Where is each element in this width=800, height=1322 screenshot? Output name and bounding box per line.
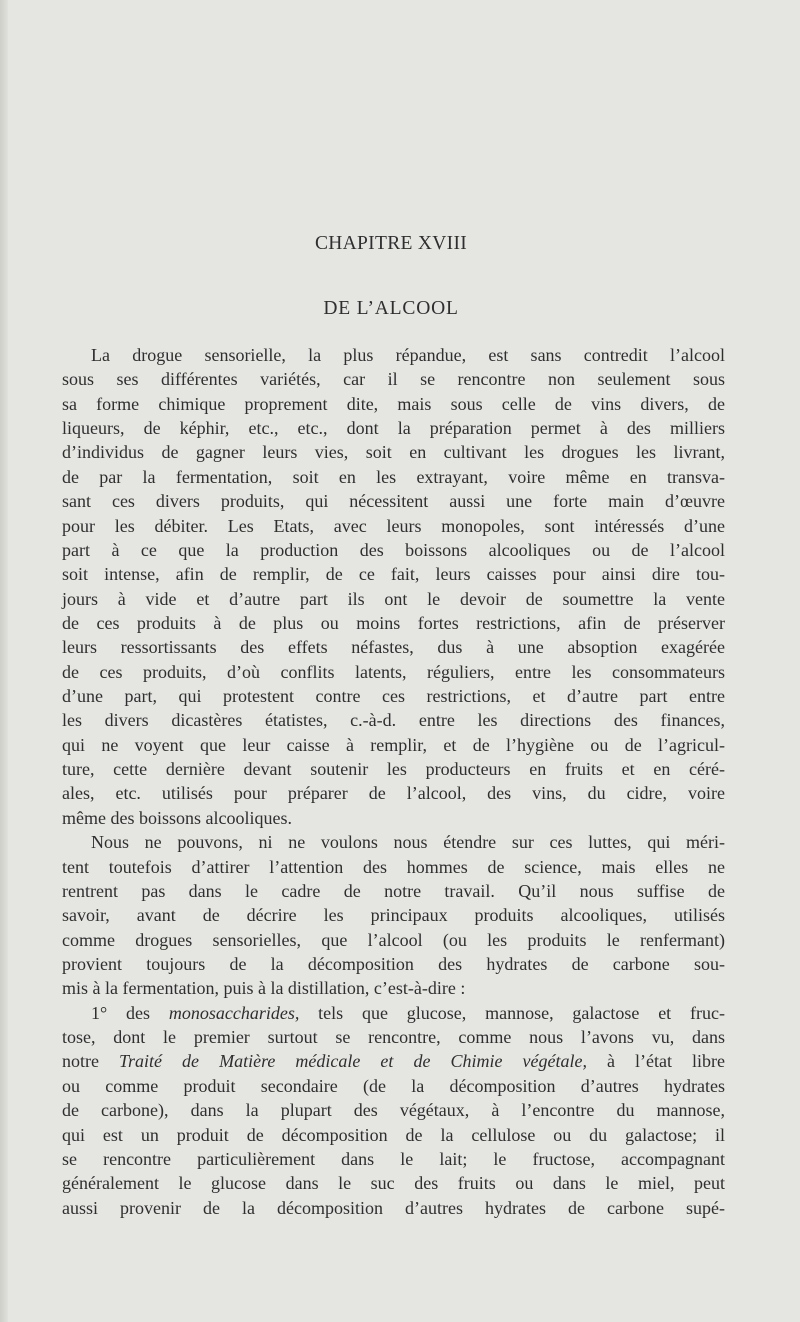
text-line: d’individus de gagner leurs vies, soit en cultivant les drogues les livrant, [62,442,725,463]
text-line: pour les débiter. Les Etats, avec leurs monopoles, sont intéressés d’une [62,515,725,536]
text-line: part à ce que la production des boissons alcooliques ou de l’alcool [62,539,725,560]
text-line: rentrent pas dans le cadre de notre travail. Qu’il nous suffise de [62,880,725,901]
text-line: sant ces divers produits, qui nécessitent aussi une forte main d’œuvre [62,491,725,512]
text-line: de ces produits, d’où conflits latents, réguliers, entre les consommateurs [62,661,725,682]
text-line: provient toujours de la décomposition des hydrates de carbone sou- [62,953,725,974]
text-line: de par la fermentation, soit en les extrayant, voire même en transva- [62,466,725,487]
text-line: savoir, avant de décrire les principaux produits alcooliques, utilisés [62,905,725,926]
text-line: ou comme produit secondaire (de la décomposition d’autres hydrates [62,1075,725,1096]
chapter-title: DE L’ALCOOL [323,298,459,319]
text-line: de carbone), dans la plupart des végétaux, à l’encontre du mannose, [62,1100,725,1121]
text-line: comme drogues sensorielles, que l’alcool (ou les produits le renfermant) [62,929,725,950]
text-line: liqueurs, de képhir, etc., etc., dont la préparation permet à des milliers [62,418,725,439]
text-line: soit intense, afin de remplir, de ce fait, leurs caisses pour ainsi dire tou- [62,564,725,585]
body-text [62,343,725,1220]
list-item-line [62,1001,725,1025]
text-run: à l’état libre [586,1051,725,1072]
italic-term: monosaccharides, [168,1002,300,1023]
text-line: se rencontre particulièrement dans le lait; le fructose, accompagnant [62,1148,725,1169]
text-line: d’une part, qui protestent contre ces restrictions, et d’autre part entre [62,686,725,707]
text-line: qui est un produit de décomposition de la cellulose ou du galactose; il [62,1124,725,1145]
text-line: Nous ne pouvons, ni ne voulons nous étendre sur ces luttes, qui méri- [91,832,725,853]
text-line: ales, etc. utilisés pour préparer de l’alcool, des vins, du cidre, voire [62,783,725,804]
text-line: ture, cette dernière devant soutenir les producteurs en fruits et en céré- [62,759,725,780]
page-binding-edge [0,0,8,1322]
text-line: sous ses différentes variétés, car il se rencontre non seulement sous [62,369,725,390]
text-line: de ces produits à de plus ou moins fortes restrictions, afin de préserver [62,612,725,633]
text-line: tent toutefois d’attirer l’attention des hommes de science, mais elles ne [62,856,725,877]
text-line: leurs ressortissants des effets néfastes, dus à une absoption exagérée [62,637,725,658]
text-line: tose, dont le premier surtout se rencontre, comme nous l’avons vu, dans [62,1027,725,1048]
text-line: sa forme chimique proprement dite, mais sous celle de vins divers, de [62,393,725,414]
text-run: 1° des [91,1002,169,1023]
chapter-number: CHAPITRE XVIII [314,233,468,254]
text-line: mis à la fermentation, puis à la distillation, c’est-à-dire : [62,978,466,999]
text-line: La drogue sensorielle, la plus répandue, est sans contredit l’alcool [91,345,725,365]
text-line: jours à vide et d’autre part ils ont le devoir de soumettre la vente [62,588,725,609]
text-line [62,1049,725,1073]
text-run: notre [62,1051,120,1072]
book-title-citation: Traité de Matière médicale et de Chimie végétale, [119,1051,587,1072]
text-line: même des boissons alcooliques. [62,807,292,828]
text-line: les divers dicastères étatistes, c.-à-d. entre les directions des finances, [62,710,725,731]
text-run: tels que glucose, mannose, galactose et fruc- [299,1002,725,1023]
text-line: qui ne voyent que leur caisse à remplir, et de l’hygiène ou de l’agricul- [62,734,725,755]
text-line: généralement le glucose dans le suc des fruits ou dans le miel, peut [62,1173,725,1194]
text-line: aussi provenir de la décomposition d’autres hydrates de carbone supé- [62,1197,725,1218]
